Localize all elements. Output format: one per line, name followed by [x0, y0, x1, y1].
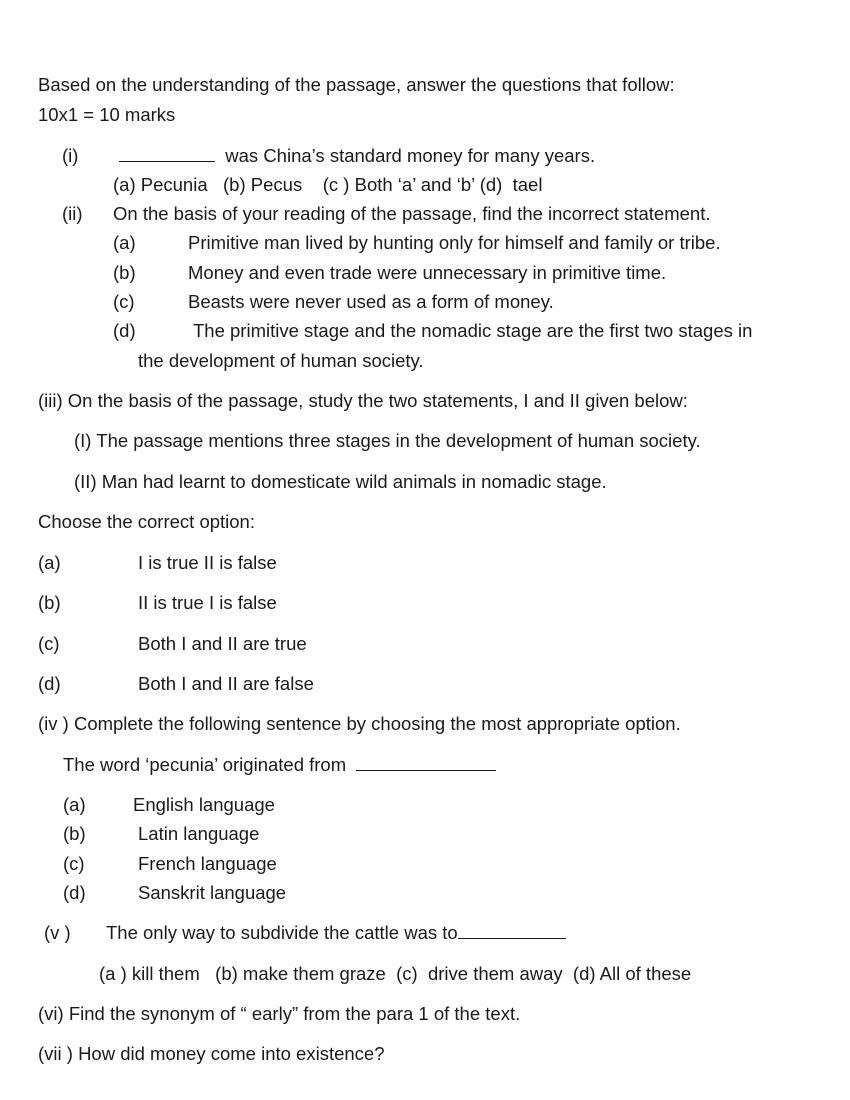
q5-number: (v ) [44, 922, 71, 943]
q4-option-b-label: (b) [63, 823, 86, 844]
q3-choose-label: Choose the correct option: [38, 511, 255, 532]
q4-option-d-text: Sanskrit language [138, 882, 287, 903]
q2-option-d-label: (d) [113, 320, 136, 341]
q3-text: (iii) On the basis of the passage, study the two statements, I and II given below: [38, 390, 688, 411]
q3-statement-1: (I) The passage mentions three stages in the development of human society. [74, 430, 701, 451]
q4-option-d-label: (d) [63, 882, 86, 903]
q2-text: On the basis of your reading of the passage, find the incorrect statement. [113, 203, 711, 224]
q5-line [106, 922, 566, 944]
q4-sentence-line [63, 754, 496, 776]
q2-option-b-label: (b) [113, 262, 136, 283]
q1-line [119, 145, 595, 167]
q1-number: (i) [62, 145, 79, 166]
q3-option-c-label: (c) [38, 633, 60, 654]
q3-option-c-text: Both I and II are true [138, 633, 307, 654]
q3-option-b-label: (b) [38, 592, 61, 613]
q4-option-c-text: French language [138, 853, 277, 874]
q4-blank [356, 754, 496, 771]
q3-option-d-label: (d) [38, 673, 61, 694]
q3-statement-2: (II) Man had learnt to domesticate wild animals in nomadic stage. [74, 471, 607, 492]
q1-options: (a) Pecunia (b) Pecus (c ) Both ‘a’ and ‘b’ (d) tael [113, 174, 543, 195]
q4-option-a-text: English language [133, 794, 275, 815]
q4-option-b-text: Latin language [138, 823, 260, 844]
instruction-text: Based on the understanding of the passage, answer the questions that follow: [38, 74, 675, 95]
q3-option-a-label: (a) [38, 552, 61, 573]
q2-option-c-label: (c) [113, 291, 135, 312]
q4-text: (iv ) Complete the following sentence by choosing the most appropriate option. [38, 713, 681, 734]
q4-option-c-label: (c) [63, 853, 85, 874]
q6-text: (vi) Find the synonym of “ early” from the para 1 of the text. [38, 1003, 521, 1024]
q2-option-a-label: (a) [113, 232, 136, 253]
q7-text: (vii ) How did money come into existence? [38, 1043, 385, 1064]
q2-option-d-text: The primitive stage and the nomadic stage are the first two stages in [193, 320, 753, 341]
q5-options: (a ) kill them (b) make them graze (c) drive them away (d) All of these [99, 963, 692, 984]
q1-blank [119, 145, 215, 162]
marks-text: 10x1 = 10 marks [38, 104, 176, 125]
q2-option-c-text: Beasts were never used as a form of money. [188, 291, 554, 312]
q3-option-b-text: II is true I is false [138, 592, 277, 613]
q3-option-d-text: Both I and II are false [138, 673, 314, 694]
q2-option-b-text: Money and even trade were unnecessary in primitive time. [188, 262, 667, 283]
q3-option-a-text: I is true II is false [138, 552, 277, 573]
q5-text: The only way to subdivide the cattle was to [106, 922, 458, 943]
q2-number: (ii) [62, 203, 83, 224]
q5-blank [458, 922, 566, 939]
q1-text: was China’s standard money for many years. [225, 145, 596, 166]
q2-option-a-text: Primitive man lived by hunting only for himself and family or tribe. [188, 232, 721, 253]
q4-option-a-label: (a) [63, 794, 86, 815]
q4-sentence: The word ‘pecunia’ originated from [63, 754, 347, 775]
q2-option-d-continuation: the development of human society. [138, 350, 424, 371]
